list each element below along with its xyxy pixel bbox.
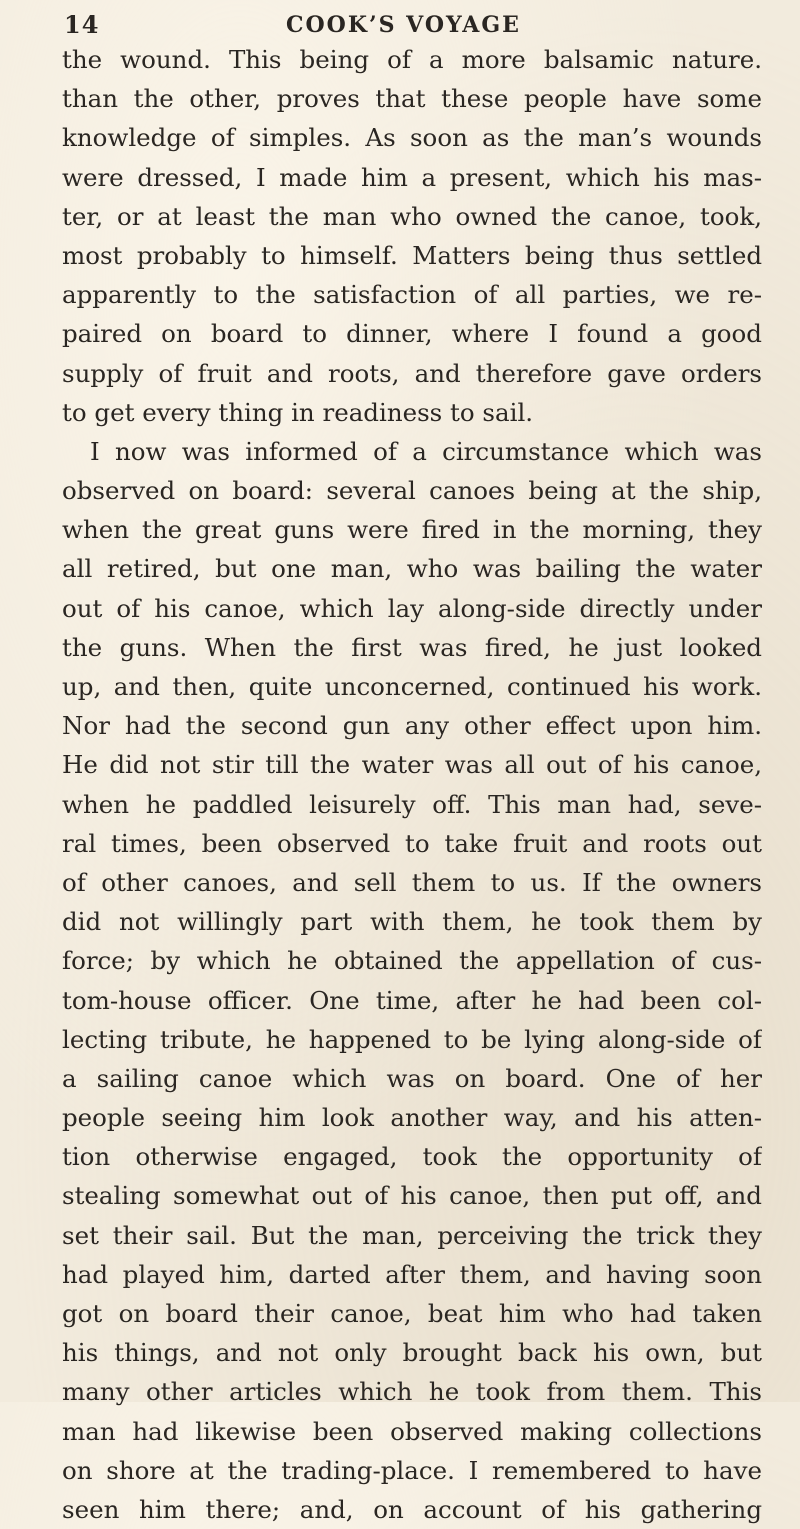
body-text — [62, 40, 762, 1529]
text-line: man had likewise been observed making collections — [62, 1416, 762, 1446]
text-line: the guns. When the first was fired, he just looked — [62, 632, 762, 662]
text-line: ral times, been observed to take fruit and roots out — [62, 828, 762, 858]
text-line: observed on board: several canoes being at the ship, — [62, 476, 762, 506]
text-line: up, and then, quite unconcerned, continued his work. — [62, 672, 762, 701]
text-line: stealing somewhat out of his canoe, then put off, and — [62, 1181, 762, 1211]
text-line: supply of fruit and roots, and therefore gave orders — [62, 358, 762, 388]
text-line: set their sail. But the man, perceiving the trick they — [62, 1220, 762, 1250]
page-number: 14 — [64, 10, 100, 39]
text-line: did not willingly part with them, he took them by — [62, 907, 762, 937]
text-line: knowledge of simples. As soon as the man’s wounds — [62, 123, 762, 153]
text-line: the wound. This being of a more balsamic nature. — [62, 45, 762, 74]
text-line: tion otherwise engaged, took the opportunity of — [62, 1142, 762, 1172]
text-line: lecting tribute, he happened to be lying along-side of — [62, 1024, 762, 1054]
running-head — [60, 10, 740, 44]
text-line: his things, and not only brought back his own, but — [62, 1338, 762, 1368]
text-line: many other articles which he took from them. This — [62, 1377, 762, 1407]
text-line: a sailing canoe which was on board. One of her — [62, 1063, 762, 1093]
text-line: when the great guns were fired in the morning, they — [62, 515, 762, 545]
text-line: He did not stir till the water was all out of his canoe, — [62, 750, 762, 780]
text-line: had played him, darted after them, and having soon — [62, 1259, 762, 1289]
text-line: I now was informed of a circumstance which was — [90, 436, 762, 466]
text-line: out of his canoe, which lay along-side directly under — [62, 593, 762, 623]
text-line: to get every thing in readiness to sail. — [62, 397, 534, 427]
text-line: on shore at the trading-place. I remembered to have — [62, 1455, 762, 1485]
text-line: of other canoes, and sell them to us. If the owners — [62, 867, 762, 897]
running-title: COOK’S VOYAGE — [286, 12, 521, 38]
text-line: Nor had the second gun any other effect upon him. — [62, 711, 762, 741]
text-line: when he paddled leisurely off. This man had, seve- — [62, 789, 762, 819]
text-line: people seeing him look another way, and his atten- — [62, 1103, 762, 1133]
text-line: force; by which he obtained the appellation of cus- — [62, 946, 762, 976]
text-line: than the other, proves that these people have some — [62, 84, 762, 114]
text-line: seen him there; and, on account of his gathering — [62, 1494, 762, 1524]
text-line: ter, or at least the man who owned the canoe, took, — [62, 201, 762, 231]
text-line: got on board their canoe, beat him who had taken — [62, 1299, 762, 1328]
text-line: tom-house officer. One time, after he had been col- — [62, 985, 762, 1015]
text-line: were dressed, I made him a present, which his mas- — [62, 162, 762, 192]
text-line: most probably to himself. Matters being thus settled — [62, 240, 762, 270]
text-line: apparently to the satisfaction of all parties, we re- — [62, 280, 762, 310]
text-line: paired on board to dinner, where I found a good — [62, 319, 762, 349]
text-line: all retired, but one man, who was bailing the water — [62, 554, 762, 584]
